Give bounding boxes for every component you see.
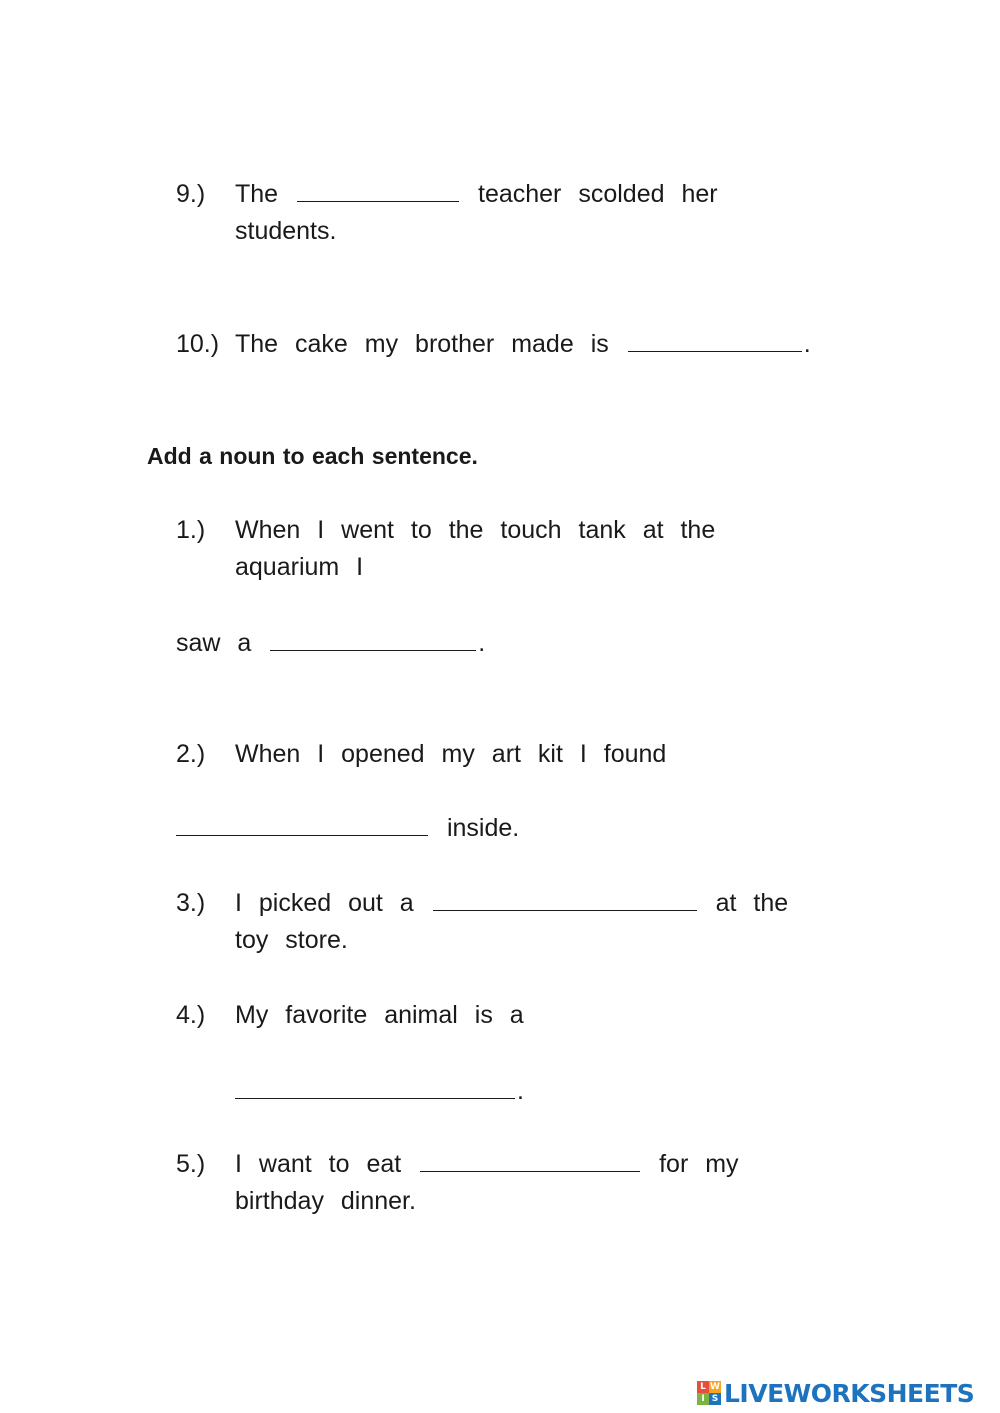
logo-letter-l: L — [697, 1381, 709, 1393]
n3-line1 — [235, 887, 788, 919]
n4-line2 — [235, 1075, 524, 1107]
n1-line3 — [176, 627, 485, 659]
n1-text-after: . — [478, 629, 486, 657]
n4-answer-blank[interactable] — [235, 1078, 515, 1099]
q10-number: 10.) — [176, 330, 220, 358]
n1-line2: aquarium I — [235, 553, 364, 581]
q9-text-before: The — [235, 180, 279, 208]
q10-line — [235, 328, 811, 360]
n3-answer-blank[interactable] — [433, 890, 697, 911]
n1-text-before: saw a — [176, 629, 252, 657]
n5-text-before: I want to eat — [235, 1150, 402, 1178]
logo-letter-s: S — [709, 1393, 721, 1405]
q9-text-after: teacher scolded her — [478, 180, 718, 208]
n2-line2 — [176, 812, 519, 844]
q10-text-before: The cake my brother made is — [235, 330, 609, 358]
n4-line1: My favorite animal is a — [235, 1001, 524, 1029]
brand-name: LIVEWORKSHEETS — [724, 1378, 975, 1408]
q10-text-after: . — [803, 330, 811, 358]
n1-number: 1.) — [176, 516, 206, 544]
n4-text-after: . — [517, 1077, 524, 1105]
n2-line1: When I opened my art kit I found — [235, 740, 667, 768]
n2-text-after: inside. — [446, 814, 520, 842]
n3-text-before: I picked out a — [235, 889, 414, 917]
section-heading: Add a noun to each sentence. — [147, 443, 478, 469]
logo-grid-icon — [697, 1381, 721, 1405]
liveworksheets-logo[interactable] — [697, 1378, 974, 1408]
n3-number: 3.) — [176, 889, 206, 917]
n5-number: 5.) — [176, 1150, 206, 1178]
q10-answer-blank[interactable] — [628, 331, 802, 352]
n1-line1: When I went to the touch tank at the — [235, 516, 716, 544]
n2-answer-blank[interactable] — [176, 815, 428, 836]
n3-text-after: at the — [715, 889, 789, 917]
n3-line2: toy store. — [235, 926, 348, 954]
n5-line1 — [235, 1148, 739, 1180]
logo-letter-w: W — [710, 1382, 720, 1392]
n5-text-after: for my — [659, 1150, 739, 1178]
n5-answer-blank[interactable] — [420, 1151, 640, 1172]
q9-line1 — [235, 178, 718, 210]
logo-letter-i: I — [697, 1393, 709, 1405]
n5-line2: birthday dinner. — [235, 1187, 416, 1215]
n1-answer-blank[interactable] — [270, 630, 476, 651]
q9-line2: students. — [235, 217, 337, 245]
q9-answer-blank[interactable] — [297, 181, 459, 202]
n2-number: 2.) — [176, 740, 206, 768]
q9-number: 9.) — [176, 180, 206, 208]
n4-number: 4.) — [176, 1001, 206, 1029]
